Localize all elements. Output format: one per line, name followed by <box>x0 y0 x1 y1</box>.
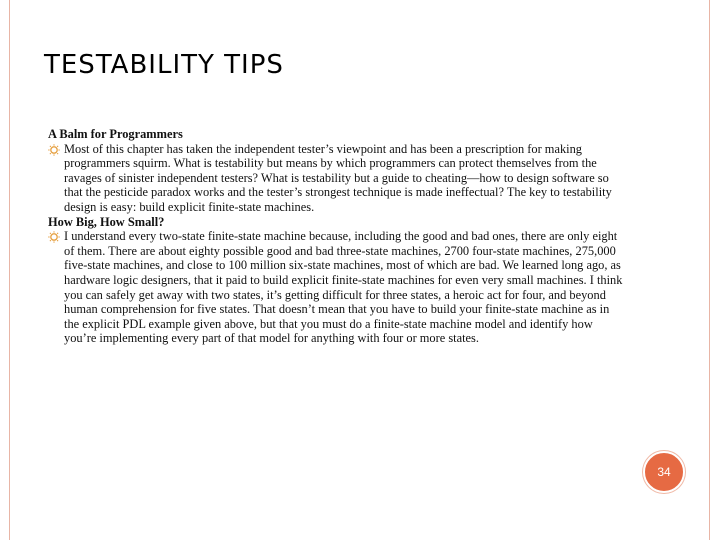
slide-border-right <box>709 0 710 540</box>
section-heading-how-big: How Big, How Small? <box>48 214 165 229</box>
bullet-text-balm: Most of this chapter has taken the independent tester’s viewpoint and has been a prescription for making programmers squirm. What is testability but means by which programmers can protect themselves from the ravages of sinister independent testers? What is testability but a guide to cheating—how to design software so that the pesticide paradox works and the tester’s strongest technique is made ineffectual? The key to testability design is easy: build explicit finite-state machines. <box>64 141 612 214</box>
slide-body <box>48 127 623 346</box>
sun-icon <box>48 143 64 157</box>
page-number: 34 <box>657 465 671 479</box>
bullet-item-how-big <box>48 229 623 346</box>
section-heading-balm: A Balm for Programmers <box>48 127 183 141</box>
sun-icon <box>48 230 64 244</box>
page-number-badge <box>643 451 685 493</box>
bullet-text-how-big: I understand every two-state finite-state machine because, including the good and bad ones, there are only eight of them. There are about eighty possible good and bad three-state machines, 2700 four-state machines, 275,000 five-state machines, and close to 100 million six-state machines, most of which are bad. We learned long ago, as hardware logic designers, that it paid to build explicit finite-state machines for even very small machines. I think you can safely get away with two states, it’s getting difficult for three states, a heroic act for four, and beyond human comprehension for five states. That doesn’t mean that you have to build your finite-state machine as in the explicit PDL example given above, but that you must do a finite-state machine model and identify how you’re implementing every part of that model for anything with four or more states. <box>64 229 623 346</box>
bullet-item-balm <box>48 142 623 215</box>
slide-border-left <box>9 0 10 540</box>
slide-title: TESTABILITY TIPS <box>44 50 284 80</box>
